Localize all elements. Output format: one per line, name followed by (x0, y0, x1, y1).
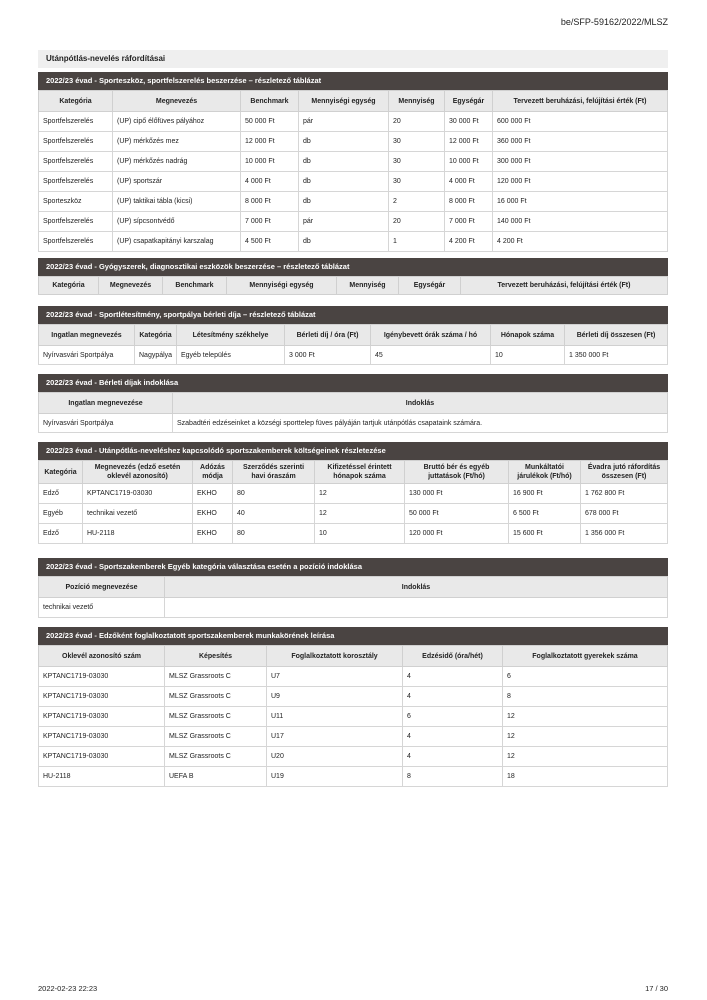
equipment-table-block (38, 72, 668, 252)
table-cell: 20 (389, 112, 445, 132)
table-header-row (39, 577, 668, 598)
column-header: Edzésidő (óra/hét) (403, 646, 503, 667)
column-header: Pozíció megnevezése (39, 577, 165, 598)
table-cell: 1 (389, 232, 445, 252)
table-cell: 4 (403, 727, 503, 747)
table-cell: 7 000 Ft (445, 212, 493, 232)
column-header: Mennyiségi egység (299, 91, 389, 112)
column-header: Tervezett beruházási, felújítási érték (Ft) (493, 91, 668, 112)
table-cell: technikai vezető (83, 504, 193, 524)
table-cell: MLSZ Grassroots C (165, 667, 267, 687)
table-cell: technikai vezető (39, 598, 165, 618)
table-cell: 50 000 Ft (405, 504, 509, 524)
coach-duties-table (38, 645, 668, 787)
table-row (39, 132, 668, 152)
table-cell: KPTANC1719-03030 (83, 484, 193, 504)
table-cell: U17 (267, 727, 403, 747)
table-cell: 4 500 Ft (241, 232, 299, 252)
table-cell: U20 (267, 747, 403, 767)
table-cell: 18 (503, 767, 668, 787)
table-cell: 8 (503, 687, 668, 707)
staff-cost-table (38, 460, 668, 544)
table-cell: 4 000 Ft (241, 172, 299, 192)
column-header: Benchmark (241, 91, 299, 112)
table-cell: 3 000 Ft (285, 346, 371, 365)
table-cell: EKHO (193, 504, 233, 524)
column-header: Adózás módja (193, 461, 233, 484)
table-cell: 12 (503, 707, 668, 727)
table-cell: 30 (389, 132, 445, 152)
table-cell: 140 000 Ft (493, 212, 668, 232)
table-cell: pár (299, 212, 389, 232)
column-header: Ingatlan megnevezés (39, 325, 135, 346)
table-cell: (UP) sportszár (113, 172, 241, 192)
table-cell: (UP) taktikai tábla (kicsi) (113, 192, 241, 212)
column-header: Megnevezés (edző esetén oklevél azonosító) (83, 461, 193, 484)
table-cell: 6 (503, 667, 668, 687)
table-cell: db (299, 232, 389, 252)
table-header-row (39, 393, 668, 414)
position-justification-block (38, 558, 668, 618)
table-cell: 80 (233, 484, 315, 504)
column-header: Kategória (39, 461, 83, 484)
table-cell: 8 000 Ft (241, 192, 299, 212)
medicine-table-block (38, 258, 668, 295)
position-justification-table (38, 576, 668, 618)
table-cell: 10 000 Ft (241, 152, 299, 172)
table-cell: HU-2118 (83, 524, 193, 544)
table-cell: 678 000 Ft (581, 504, 668, 524)
column-header: Oklevél azonosító szám (39, 646, 165, 667)
table-cell: Sporteszköz (39, 192, 113, 212)
column-header: Mennyiség (337, 277, 399, 295)
column-header: Megnevezés (113, 91, 241, 112)
equipment-table (38, 90, 668, 252)
table-title: 2022/23 évad - Bérleti díjak indoklása (38, 374, 668, 392)
table-cell: MLSZ Grassroots C (165, 727, 267, 747)
table-cell: Sportfelszerelés (39, 152, 113, 172)
table-cell: Egyéb (39, 504, 83, 524)
table-title: 2022/23 évad - Utánpótlás-neveléshez kapcsolódó sportszakemberek költségeinek részletezése (38, 442, 668, 460)
column-header: Megnevezés (99, 277, 163, 295)
column-header: Foglalkoztatott korosztály (267, 646, 403, 667)
table-cell: 1 350 000 Ft (565, 346, 668, 365)
table-cell: 10 (491, 346, 565, 365)
table-row (39, 232, 668, 252)
table-cell: 12 (315, 504, 405, 524)
table-cell: 12 (315, 484, 405, 504)
column-header: Ingatlan megnevezése (39, 393, 173, 414)
table-cell: 15 600 Ft (509, 524, 581, 544)
table-cell: KPTANC1719-03030 (39, 747, 165, 767)
column-header: Hónapok száma (491, 325, 565, 346)
table-cell: Sportfelszerelés (39, 132, 113, 152)
table-title: 2022/23 évad - Edzőként foglalkoztatott sportszakemberek munkakörének leírása (38, 627, 668, 645)
column-header: Indoklás (173, 393, 668, 414)
table-cell: 1 762 800 Ft (581, 484, 668, 504)
table-cell: 30 000 Ft (445, 112, 493, 132)
table-cell: 12 (503, 747, 668, 767)
table-cell: HU-2118 (39, 767, 165, 787)
column-header: Bruttó bér és egyéb juttatások (Ft/hó) (405, 461, 509, 484)
table-cell: 4 000 Ft (445, 172, 493, 192)
table-cell: 10 000 Ft (445, 152, 493, 172)
table-cell: 50 000 Ft (241, 112, 299, 132)
column-header: Indoklás (165, 577, 668, 598)
table-cell: (UP) sípcsontvédő (113, 212, 241, 232)
table-cell (165, 598, 668, 618)
column-header: Évadra jutó ráfordítás összesen (Ft) (581, 461, 668, 484)
column-header: Foglalkoztatott gyerekek száma (503, 646, 668, 667)
table-header-row (39, 646, 668, 667)
table-row (39, 598, 668, 618)
section-title: Utánpótlás-nevelés ráfordításai (38, 50, 668, 68)
table-cell: EKHO (193, 524, 233, 544)
table-cell: Szabadtéri edzéseinket a községi sporttelep füves pályáján tartjuk utánpótlás csapataink számára. (173, 414, 668, 433)
table-cell: EKHO (193, 484, 233, 504)
table-row (39, 767, 668, 787)
table-cell: U9 (267, 687, 403, 707)
footer-datetime: 2022-02-23 22:23 (38, 984, 98, 993)
medicine-table (38, 276, 668, 295)
rental-justification-table (38, 392, 668, 433)
table-cell: Nagypálya (135, 346, 177, 365)
table-cell: 300 000 Ft (493, 152, 668, 172)
column-header: Kategória (39, 91, 113, 112)
table-header-row (39, 91, 668, 112)
table-cell: MLSZ Grassroots C (165, 747, 267, 767)
column-header: Képesítés (165, 646, 267, 667)
table-row (39, 152, 668, 172)
rental-table (38, 324, 668, 365)
column-header: Létesítmény székhelye (177, 325, 285, 346)
column-header: Igénybevett órák száma / hó (371, 325, 491, 346)
column-header: Szerződés szerinti havi óraszám (233, 461, 315, 484)
rental-table-block (38, 306, 668, 365)
table-cell: Sportfelszerelés (39, 172, 113, 192)
footer-page-number: 17 / 30 (645, 984, 668, 993)
table-cell: 30 (389, 172, 445, 192)
table-row (39, 172, 668, 192)
table-cell: Nyírvasvári Sportpálya (39, 346, 135, 365)
table-cell: Edző (39, 524, 83, 544)
column-header: Egységár (445, 91, 493, 112)
table-header-row (39, 277, 668, 295)
table-cell: 12 000 Ft (445, 132, 493, 152)
staff-cost-table-block (38, 442, 668, 544)
table-cell: 4 (403, 667, 503, 687)
table-cell: 1 356 000 Ft (581, 524, 668, 544)
table-row (39, 747, 668, 767)
table-cell: UEFA B (165, 767, 267, 787)
table-cell: (UP) mérkőzés mez (113, 132, 241, 152)
table-header-row (39, 461, 668, 484)
table-cell: 30 (389, 152, 445, 172)
table-title: 2022/23 évad - Gyógyszerek, diagnosztikai eszközök beszerzése – részletező táblázat (38, 258, 668, 276)
table-cell: 20 (389, 212, 445, 232)
table-title: 2022/23 évad - Sportlétesítmény, sportpálya bérleti díja – részletező táblázat (38, 306, 668, 324)
table-row (39, 414, 668, 433)
table-cell: 120 000 Ft (493, 172, 668, 192)
table-row (39, 192, 668, 212)
column-header: Kategória (135, 325, 177, 346)
coach-duties-table-block (38, 627, 668, 787)
table-cell: 130 000 Ft (405, 484, 509, 504)
table-cell: 40 (233, 504, 315, 524)
table-row (39, 727, 668, 747)
table-cell: Sportfelszerelés (39, 232, 113, 252)
table-row (39, 212, 668, 232)
table-cell: db (299, 132, 389, 152)
column-header: Bérleti díj összesen (Ft) (565, 325, 668, 346)
column-header: Bérleti díj / óra (Ft) (285, 325, 371, 346)
table-cell: 16 900 Ft (509, 484, 581, 504)
table-cell: db (299, 152, 389, 172)
table-cell: Sportfelszerelés (39, 212, 113, 232)
table-row (39, 112, 668, 132)
column-header: Egységár (399, 277, 461, 295)
table-header-row (39, 325, 668, 346)
table-cell: 120 000 Ft (405, 524, 509, 544)
table-cell: 6 (403, 707, 503, 727)
column-header: Benchmark (163, 277, 227, 295)
table-row (39, 707, 668, 727)
table-cell: pár (299, 112, 389, 132)
table-cell: Sportfelszerelés (39, 112, 113, 132)
column-header: Kifizetéssel érintett hónapok száma (315, 461, 405, 484)
table-cell: 8 000 Ft (445, 192, 493, 212)
table-cell: 45 (371, 346, 491, 365)
table-row (39, 687, 668, 707)
table-cell: Nyírvasvári Sportpálya (39, 414, 173, 433)
table-cell: 12 (503, 727, 668, 747)
table-row (39, 667, 668, 687)
table-row (39, 346, 668, 365)
table-title: 2022/23 évad - Sportszakemberek Egyéb kategória választása esetén a pozíció indoklása (38, 558, 668, 576)
table-cell: 8 (403, 767, 503, 787)
table-cell: 10 (315, 524, 405, 544)
table-cell: db (299, 172, 389, 192)
table-cell: KPTANC1719-03030 (39, 687, 165, 707)
column-header: Mennyiség (389, 91, 445, 112)
table-cell: db (299, 192, 389, 212)
table-cell: MLSZ Grassroots C (165, 707, 267, 727)
table-title: 2022/23 évad - Sporteszköz, sportfelszerelés beszerzése – részletező táblázat (38, 72, 668, 90)
table-cell: Egyéb település (177, 346, 285, 365)
table-cell: 16 000 Ft (493, 192, 668, 212)
column-header: Munkáltatói járulékok (Ft/hó) (509, 461, 581, 484)
document-reference: be/SFP-59162/2022/MLSZ (560, 17, 668, 27)
table-cell: (UP) mérkőzés nadrág (113, 152, 241, 172)
table-cell: 360 000 Ft (493, 132, 668, 152)
table-cell: 2 (389, 192, 445, 212)
table-cell: KPTANC1719-03030 (39, 707, 165, 727)
table-cell: 4 (403, 747, 503, 767)
column-header: Mennyiségi egység (227, 277, 337, 295)
table-cell: MLSZ Grassroots C (165, 687, 267, 707)
table-cell: (UP) csapatkapitányi karszalag (113, 232, 241, 252)
table-cell: 4 200 Ft (493, 232, 668, 252)
column-header: Tervezett beruházási, felújítási érték (Ft) (461, 277, 668, 295)
table-cell: 600 000 Ft (493, 112, 668, 132)
table-cell: (UP) cipő élőfüves pályához (113, 112, 241, 132)
table-cell: U7 (267, 667, 403, 687)
table-cell: KPTANC1719-03030 (39, 727, 165, 747)
column-header: Kategória (39, 277, 99, 295)
rental-justification-block (38, 374, 668, 433)
table-cell: 12 000 Ft (241, 132, 299, 152)
table-cell: U11 (267, 707, 403, 727)
table-row (39, 504, 668, 524)
table-row (39, 524, 668, 544)
table-cell: 4 200 Ft (445, 232, 493, 252)
table-cell: Edző (39, 484, 83, 504)
table-cell: KPTANC1719-03030 (39, 667, 165, 687)
table-row (39, 484, 668, 504)
table-cell: 80 (233, 524, 315, 544)
table-cell: U19 (267, 767, 403, 787)
table-cell: 7 000 Ft (241, 212, 299, 232)
table-cell: 6 500 Ft (509, 504, 581, 524)
table-cell: 4 (403, 687, 503, 707)
